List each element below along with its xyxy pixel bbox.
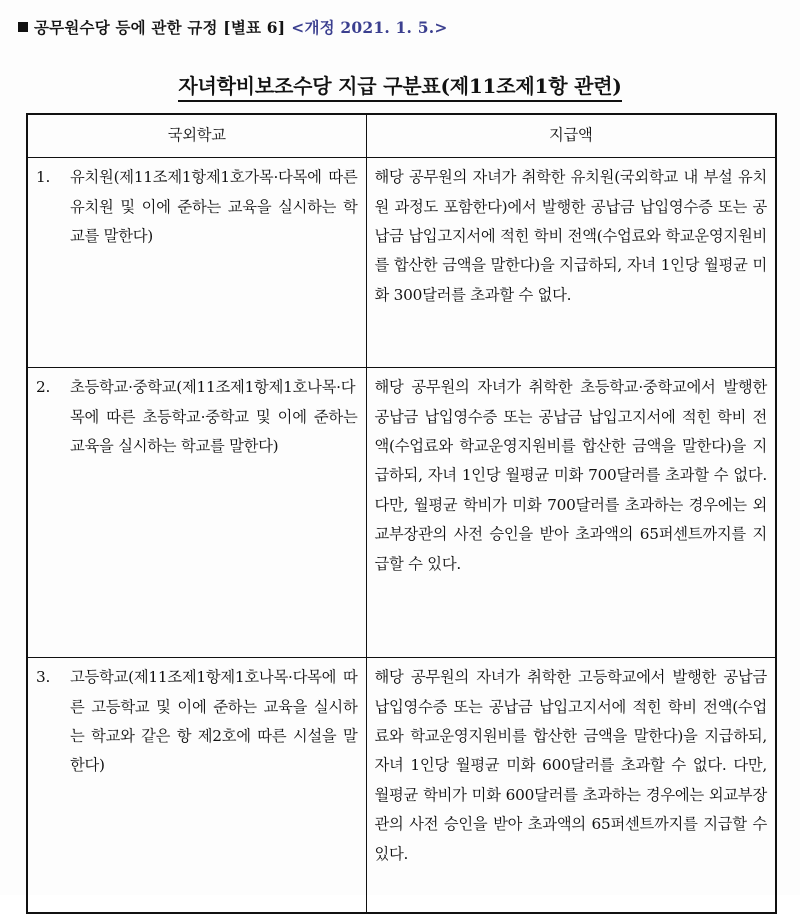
school-text-1: 유치원(제11조제1항제1호가목·다목에 따른 유치원 및 이에 준하는 교육을 실시하는 학교를 말한다) [70, 168, 358, 246]
row-number-2: 2. [36, 378, 51, 397]
school-text-2: 초등학교·중학교(제11조제1항제1호나목·다목에 따른 초등학교·중학교 및 이에 준하는 교육을 실시하는 학교를 말한다) [70, 378, 358, 456]
regulation-title: 공무원수당 등에 관한 규정 [별표 6] [34, 18, 286, 37]
cell-amount-1 [366, 158, 776, 368]
page-title [0, 70, 800, 99]
table-row [27, 368, 776, 658]
cell-school-1 [27, 158, 366, 368]
school-text-3: 고등학교(제11조제1항제1호나목·다목에 따른 고등학교 및 이에 준하는 교육을 실시하는 학교와 같은 항 제2호에 따른 시설을 말한다) [70, 668, 358, 775]
amount-text-1: 해당 공무원의 자녀가 취학한 유치원(국외학교 내 부설 유치원 과정도 포함한다)에서 발행한 공납금 납입영수증 또는 공납금 납입고지서에 적힌 학비 전액(수업료와 학교운영지원비를 합산한 금액을 말한다)을 지급하되, 자녀 1인당 월평균 미화 300달러를 초과할 수 없다. [374, 168, 767, 304]
amount-text-3: 해당 공무원의 자녀가 취학한 고등학교에서 발행한 공납금 납입영수증 또는 공납금 납입고지서에 적힌 학비 전액(수업료와 학교운영지원비를 합산한 금액을 말한다)을 지급하되, 자녀 1인당 월평균 미화 600달러를 초과할 수 없다. 다만, 월평균 학비가 미화 600달러를 초과하는 경우에는 외교부장관의 사전 승인을 받아 초과액의 65퍼센트까지를 지급할 수 있다. [374, 668, 767, 863]
cell-school-3 [27, 658, 366, 914]
column-header-school: 국외학교 [27, 114, 366, 158]
filled-square-icon [18, 22, 28, 32]
document-header [18, 16, 448, 38]
table-row [27, 658, 776, 914]
page-title-text: 자녀학비보조수당 지급 구분표(제11조제1항 관련) [178, 74, 621, 102]
cell-amount-3 [366, 658, 776, 914]
table-header [27, 114, 776, 158]
table-row [27, 158, 776, 368]
revision-note: <개정 2021. 1. 5.> [291, 18, 448, 37]
table-header-row [27, 114, 776, 158]
column-header-amount: 지급액 [366, 114, 776, 158]
regulation-table-wrapper [26, 113, 775, 914]
row-number-3: 3. [36, 668, 51, 687]
row-number-1: 1. [36, 168, 51, 187]
cell-amount-2 [366, 368, 776, 658]
amount-text-2: 해당 공무원의 자녀가 취학한 초등학교·중학교에서 발행한 공납금 납입영수증 또는 공납금 납입고지서에 적힌 학비 전액(수업료와 학교운영지원비를 합산한 금액을 말한다)을 지급하되, 자녀 1인당 월평균 미화 700달러를 초과할 수 없다. 다만, 월평균 학비가 미화 700달러를 초과하는 경우에는 외교부장관의 사전 승인을 받아 초과액의 65퍼센트까지를 지급할 수 있다. [374, 378, 767, 573]
table-body [27, 158, 776, 914]
cell-school-2 [27, 368, 366, 658]
regulation-table [26, 113, 777, 914]
